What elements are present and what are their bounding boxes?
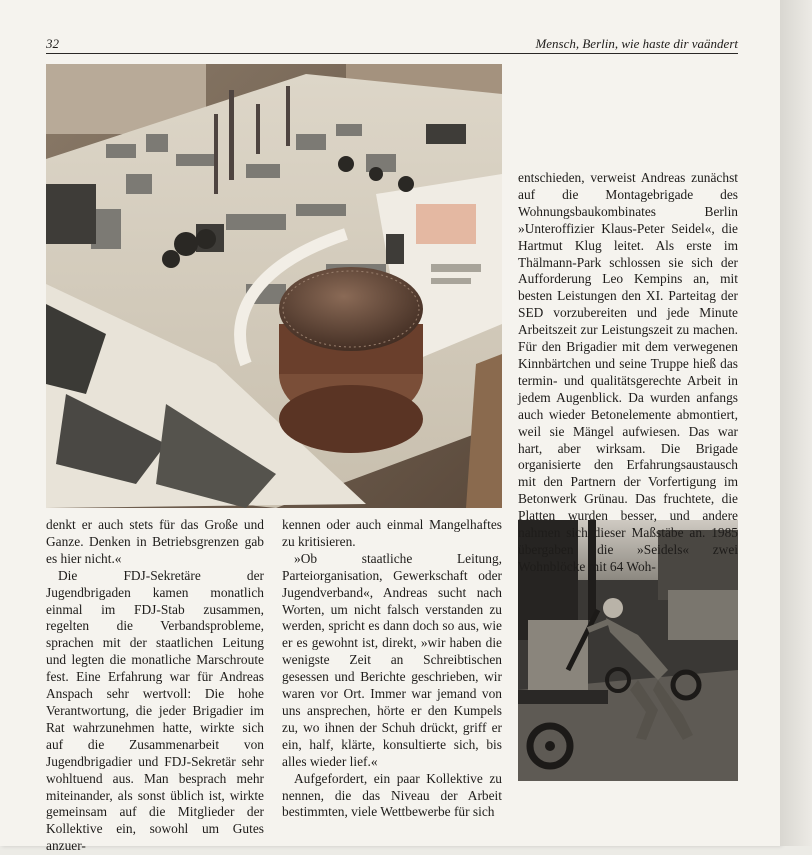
text-column-right <box>518 170 738 576</box>
paragraph: entschieden, verweist Andreas zunächst auf die Montagebrigade des Wohnungsbaukombinates Berlin »Unteroffizier Klaus-Peter Seidel«, die Hartmut Klug leitet. Als erste im Thälmann-Park schlossen sie sich der Aufforderung Leo Kempins an, mit besten Leistungen den XI. Parteitag der SED vorzubereiten und jede Minute Arbeitszeit zur Leistungszeit zu machen. Für den Brigadier mit dem verwegenen Kinnbärtchen und seine Truppe hieß das termin- und qualitätsgerechte Arbeit in jedem Augenblick. Da wurden anfangs auch wieder Betonelemente abmontiert, weil sie Mängel aufwiesen. Das war hart, aber wirksam. Die Brigade organisierte den Erfahrungsaustausch mit den Partnern der Vorfertigung im Betonwerk Grünau. Das fruchtete, die Platten wurden besser, und andere nahmen sich dieser Maßstäbe an. 1985 übergaben die »Seidels« zwei Wohnblöcke mit 64 Woh- <box>518 170 738 574</box>
page-edge <box>780 0 812 846</box>
running-title: Mensch, Berlin, wie haste dir vaändert <box>535 36 738 51</box>
paragraph: Die FDJ-Sekretäre der Jugendbrigaden kamen monatlich einmal im FDJ-Stab zusammen, regelten die Verbandsprobleme, sprachen mit der staatlichen Leitung und legten die monatliche Marschroute fest. Eine Erfahrung war für Andreas Anspach sehr wertvoll: Die hohe Verantwortung, die jeder Brigadier im Rat wahrzunehmen hatte, wirkte sich auf die Zusammenarbeit von Jugendbrigadier und FDJ-Sekretär sehr wohltuend aus. Man besprach mehr miteinander, als sonst üblich ist, wirkte gemeinsam auf die Mitglieder der Kollektive ein, sowohl um Gutes anzuer- <box>46 567 264 854</box>
paragraph: denkt er auch stets für das Große und Ganze. Denken in Betriebsgrenzen gab es hier nicht.« <box>46 517 264 566</box>
text-column-left <box>46 517 264 855</box>
architectural-model-photo <box>46 64 502 508</box>
paragraph: »Ob staatliche Leitung, Parteiorganisation, Gewerkschaft oder Jugendverband«, Andreas sucht nach Worten, um nicht falsch verstanden zu werden, spricht es dann doch so aus, wie er es gewohnt ist, direkt, »wir haben die wenigste Zeit an Schreibtischen gesessen und Berichte geschrieben, wir waren vor Ort. Immer war jemand von uns ansprechen, hörte er den Kumpels zu, wo ihnen der Schuh drückt, griff er ein, half, klärte, konsultierte sich, bis alles wieder lief.« <box>282 550 502 769</box>
paragraph: kennen oder auch einmal Mangelhaftes zu kritisieren. <box>282 517 502 549</box>
model-photo-image <box>46 64 502 508</box>
page-number: 32 <box>46 36 59 51</box>
paragraph: Aufgefordert, ein paar Kollektive zu nennen, die das Niveau der Arbeit bestimmten, viele Wettbewerbe für sich <box>282 770 502 820</box>
running-head <box>46 36 738 52</box>
text-column-middle <box>282 517 502 821</box>
header-rule <box>46 53 738 54</box>
